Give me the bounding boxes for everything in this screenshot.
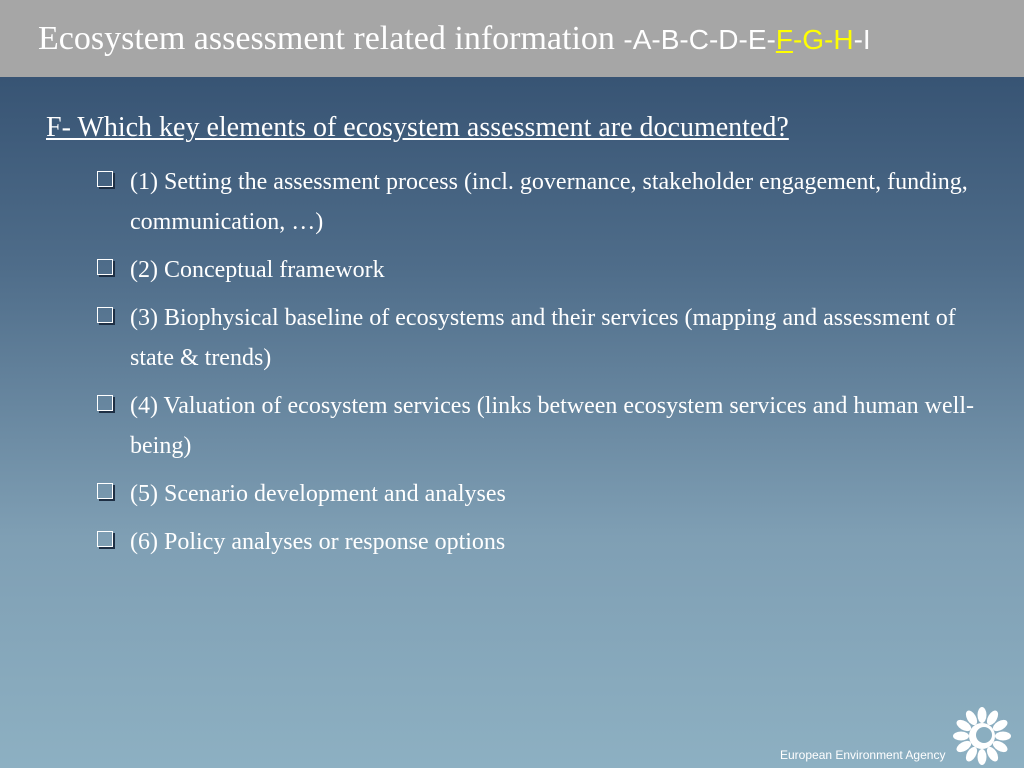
nav-current-section: F: [775, 24, 793, 55]
list-item-text: (6) Policy analyses or response options: [130, 529, 506, 555]
checkbox-bullet-icon: [97, 171, 113, 187]
list-item: [95, 162, 995, 242]
eea-sun-logo-icon: [948, 700, 1016, 768]
section-nav: [623, 24, 870, 55]
list-item-text: (4) Valuation of ecosystem services (links between ecosystem services and human well-being): [130, 393, 974, 459]
bullet-list: [95, 162, 995, 570]
nav-before: -A-B-C-D-E-: [623, 24, 776, 55]
nav-highlighted: -G-H: [792, 24, 854, 55]
checkbox-bullet-icon: [97, 259, 113, 275]
checkbox-bullet-icon: [97, 531, 113, 547]
list-item: [95, 386, 995, 466]
checkbox-bullet-icon: [97, 395, 113, 411]
list-item: [95, 298, 995, 378]
footer-agency-name: European Environment Agency: [780, 748, 946, 762]
list-item-text: (5) Scenario development and analyses: [130, 481, 506, 507]
question-heading: F- Which key elements of ecosystem assessment are documented?: [46, 112, 789, 143]
list-item: [95, 474, 995, 514]
list-item-text: (3) Biophysical baseline of ecosystems and their services (mapping and assessment of state & trends): [130, 305, 956, 371]
list-item-text: (2) Conceptual framework: [130, 257, 385, 283]
nav-after: -I: [853, 24, 871, 55]
list-item-text: (1) Setting the assessment process (incl. governance, stakeholder engagement, funding, communication, …): [130, 169, 968, 235]
checkbox-bullet-icon: [97, 307, 113, 323]
list-item: [95, 250, 995, 290]
slide-title: [38, 18, 871, 61]
list-item: [95, 522, 995, 562]
title-main: Ecosystem assessment related information: [38, 20, 624, 57]
checkbox-bullet-icon: [97, 483, 113, 499]
title-bar: [0, 0, 1024, 77]
